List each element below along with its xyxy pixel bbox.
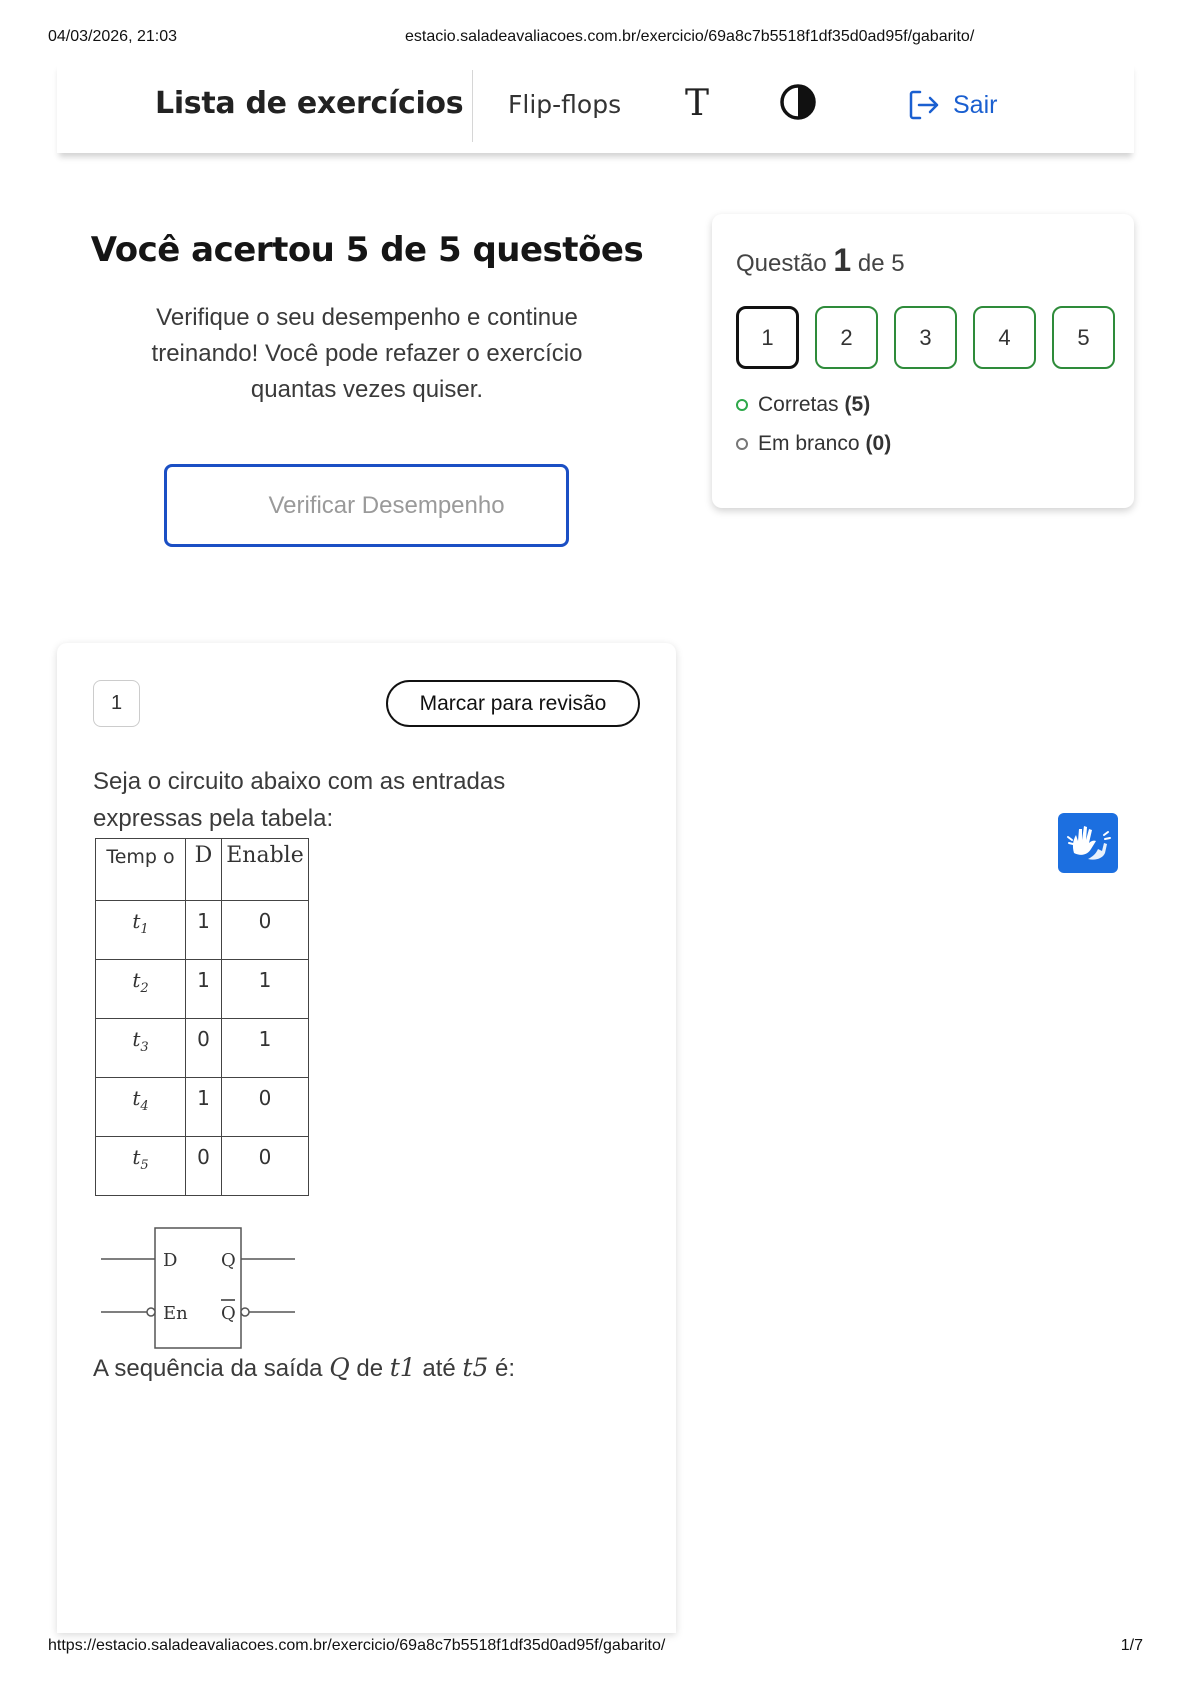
table-row: [96, 1019, 309, 1078]
table-header-d: D: [186, 839, 222, 901]
question-prompt: A sequência da saída Q de t1 até t5 é:: [93, 1353, 516, 1382]
verify-performance-button[interactable]: Verificar Desempenho: [164, 464, 569, 547]
logout-icon: [907, 88, 941, 122]
table-cell-enable: 0: [222, 901, 309, 960]
question-button-2[interactable]: 2: [815, 306, 878, 369]
table-cell-enable: 0: [222, 1078, 309, 1137]
table-header-enable: Enable: [222, 839, 309, 901]
print-datetime: 04/03/2026, 21:03: [48, 28, 178, 45]
d-latch-diagram: [99, 1223, 299, 1353]
input-table: [95, 838, 309, 1196]
legend-blank: [736, 432, 891, 456]
result-headline: Você acertou 5 de 5 questões: [90, 230, 644, 270]
sign-language-button[interactable]: [1058, 813, 1118, 873]
mark-for-review-button[interactable]: Marcar para revisão: [386, 680, 640, 727]
question-number-badge: 1: [93, 680, 140, 727]
print-footer-url: https://estacio.saladeavaliacoes.com.br/exercicio/69a8c7b5518f1df35d0ad95f/gabarito/: [48, 1637, 666, 1654]
question-button-3[interactable]: 3: [894, 306, 957, 369]
table-cell-enable: 0: [222, 1137, 309, 1196]
question-counter: [736, 242, 905, 279]
contrast-icon: [779, 83, 817, 121]
table-cell-time: $t_2$: [96, 960, 186, 1019]
table-cell-d: 0: [186, 1019, 222, 1078]
question-button-4[interactable]: 4: [973, 306, 1036, 369]
legend-correct: [736, 393, 870, 417]
table-cell-enable: 1: [222, 960, 309, 1019]
legend-correct-count: (5): [844, 393, 871, 416]
latch-q-label: Q: [221, 1250, 236, 1271]
question-counter-suffix: de 5: [857, 250, 905, 277]
math-t5: t5: [462, 1353, 489, 1382]
header-divider: [472, 70, 473, 142]
legend-correct-label: Corretas: [758, 393, 839, 416]
question-button-1[interactable]: 1: [736, 306, 799, 369]
logout-label: Sair: [953, 90, 998, 119]
table-cell-time: $t_3$: [96, 1019, 186, 1078]
table-header-row: [96, 839, 309, 901]
math-t1: t1: [389, 1353, 416, 1382]
question-buttons: [736, 306, 1115, 369]
table-header-time: Temp o: [96, 839, 186, 901]
print-header: [48, 28, 1143, 48]
math-q: Q: [329, 1353, 350, 1382]
table-cell-d: 0: [186, 1137, 222, 1196]
latch-en-label: En: [163, 1303, 188, 1324]
question-statement: Seja o circuito abaixo com as entradas expressas pela tabela:: [93, 768, 506, 832]
question-button-5[interactable]: 5: [1052, 306, 1115, 369]
contrast-toggle-button[interactable]: [779, 83, 817, 121]
result-message: Verifique o seu desempenho e continue treinando! Você pode refazer o exercício quantas vezes quiser.: [151, 304, 583, 403]
table-row: [96, 1137, 309, 1196]
table-cell-time: $t_5$: [96, 1137, 186, 1196]
table-cell-d: 1: [186, 901, 222, 960]
logout-button[interactable]: [907, 86, 997, 124]
legend-blank-label: Em branco: [758, 432, 860, 455]
table-row: [96, 960, 309, 1019]
page-title: Lista de exercícios: [155, 86, 464, 121]
latch-qbar-label: Q: [221, 1303, 236, 1324]
table-cell-time: $t_4$: [96, 1078, 186, 1137]
question-navigator: [712, 214, 1134, 508]
print-page-number: 1/7: [1120, 1637, 1143, 1654]
print-url: estacio.saladeavaliacoes.com.br/exercicio/69a8c7b5518f1df35d0ad95f/gabarito/: [405, 28, 975, 45]
legend-blank-count: (0): [865, 432, 892, 455]
table-row: [96, 1078, 309, 1137]
blank-dot-icon: [736, 438, 748, 450]
question-counter-current: 1: [833, 242, 852, 278]
table-cell-time: $t_1$: [96, 901, 186, 960]
correct-dot-icon: [736, 399, 748, 411]
font-size-button[interactable]: [679, 82, 715, 126]
font-size-icon: T: [684, 83, 709, 124]
result-summary: [57, 230, 677, 408]
table-cell-d: 1: [186, 960, 222, 1019]
subject-title: Flip-flops: [508, 90, 622, 119]
question-counter-prefix: Questão: [736, 250, 827, 277]
sign-language-hands-icon: [1058, 813, 1118, 873]
table-cell-enable: 1: [222, 1019, 309, 1078]
latch-d-label: D: [163, 1250, 178, 1271]
top-navbar: [57, 62, 1134, 153]
question-card: [57, 643, 676, 1633]
table-row: [96, 901, 309, 960]
table-cell-d: 1: [186, 1078, 222, 1137]
print-footer: [48, 1637, 1143, 1657]
